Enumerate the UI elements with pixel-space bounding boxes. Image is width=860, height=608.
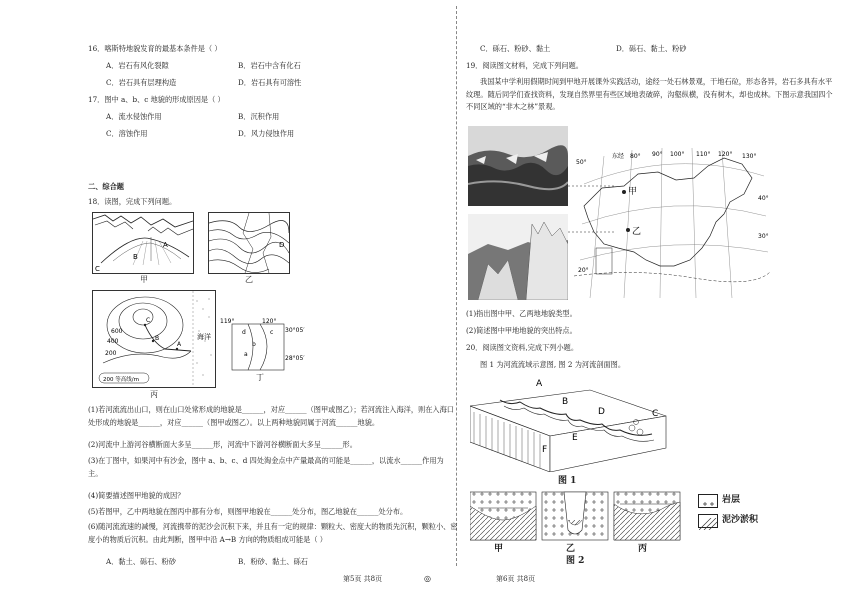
q18-6-option-a: A．黏土、砾石、粉砂 [106,557,176,566]
q19-stem: 19．阅读图文材料，完成下列问题。 [466,61,583,70]
q18-6-option-d: D．砾石、黏土、粉砂 [616,44,687,53]
map-lon-100: 100° [670,151,685,158]
q16-stem: 16．喀斯特地貌发育的最基本条件是（ ） [88,44,222,53]
q18-part2: (2)河流中上游河谷横断面大多呈______形，河流中下游河谷横断面大多呈______形。 [88,440,357,449]
lon-119: 119° [220,318,235,325]
fig-bing-caption: 丙 [150,390,158,399]
q17-option-d: D．风力侵蚀作用 [238,129,295,138]
map-lon-80: 80° [630,153,641,160]
fig-jia-label-c: C [95,265,100,273]
fig1-label-f: F [542,445,548,455]
map-lat-30: 30° [758,233,769,240]
map-lat-50: 50° [576,159,587,166]
q19-part1: (1)指出图中甲、乙两地地貌类型。 [466,309,577,318]
q18-6-option-c: C．砾石、粉砂、黏土 [480,44,551,53]
figure-bing-contour-map [92,290,216,388]
q20-stem: 20．阅读图文资料,完成下列小题。 [466,343,579,352]
figure-2-caption: 图 2 [566,556,585,566]
fig1-label-e: E [572,433,578,443]
section-heading: 二、综合题 [88,182,124,191]
china-map [574,148,770,298]
fig-ding-caption: 丁 [256,373,264,382]
map-lat-40: 40° [758,195,769,202]
legend-silt-label: 泥沙淤积 [722,515,759,525]
figure-1-caption: 图 1 [558,476,577,486]
q16-option-c: C．岩石具有层理构造 [106,78,177,87]
contour-label-400: 400 [107,338,119,345]
page-footer-left: 第5页 共8页 [343,575,383,583]
q18-part1: (1)若河流流出山口，则在山口处常形成的地貌是______，对应______（图甲或图乙）；若河流注入海洋，则在入海口处形成的地貌是______，对应______（图甲或图乙）。以上两种地貌同属于河流______地貌。 [88,405,454,427]
map-lat-20: 20° [578,267,589,274]
fig2-label-jia: 甲 [494,544,504,554]
q16-option-a: A．岩石有风化裂隙 [106,61,169,70]
contour-label-200: 200 [105,350,117,357]
q17-stem: 17．图中 a、b、c 地貌的形成原因是（ ） [88,95,225,104]
fig-yi-caption: 乙 [245,275,253,284]
fig-bing-label-b: B [155,335,160,342]
point-a: a [244,351,248,358]
map-label-jia: 甲 [628,187,638,197]
fig-bing-label-a: A [177,341,182,348]
point-b: b [252,341,256,348]
footer-mark: ◎ [424,574,431,583]
fig1-label-c: C [652,409,659,419]
legend-rock-swatch [698,494,718,508]
q20-material: 图 1 为河流流域示意图, 图 2 为河流剖面图。 [480,360,626,369]
map-east-longitude: 东经 [612,153,625,160]
fig-jia-caption: 甲 [140,275,148,284]
legend-rock-label: 岩层 [722,495,741,505]
page-footer-right: 第6页 共8页 [496,575,536,583]
q19-part2: (2)简述图中甲地地貌的突出特点。 [466,326,577,335]
legend-silt-swatch [698,514,718,528]
fig2-label-yi: 乙 [566,544,576,554]
map-lon-130: 130° [742,153,757,160]
figure-1-river-basin [470,376,670,472]
q18-stem: 18．读图，完成下列问题。 [88,197,177,206]
q18-part3: (3)在丁图中，如果河中有沙金，图中 a、b、c、d 四处淘金点中产量最高的可能是______，以流水______作用为主。 [88,456,444,478]
fig-jia-label-b: B [133,253,138,261]
q17-option-b: B．沉积作用 [238,112,280,121]
lat-28: 28°05′ [285,355,305,362]
q16-option-d: D．岩石具有可溶性 [238,78,302,87]
fig1-label-b: B [562,397,569,407]
left-column [88,0,468,608]
lon-120: 120° [262,318,277,325]
contour-legend: 200 等高线/m [103,377,139,383]
figure-ding-river-bend [218,316,314,386]
figure-2-river-profiles [470,490,690,542]
map-label-yi: 乙 [632,227,642,237]
contour-label-600: 600 [111,328,123,335]
q18-part6: (6)随河流流速的减慢，河流携带的泥沙会沉积下来，并且有一定的规律：颗粒大、密度大的物质先沉积，颗粒小、密度小的物质后沉积。由此判断，图甲中沿 A→B 方向的物质组成可能是（ ） [88,522,458,544]
fig2-label-bing: 丙 [638,544,648,554]
lat-30: 30°05′ [285,327,305,334]
figure-yi-delta [208,212,290,274]
right-column [466,0,846,608]
q17-option-a: A．流水侵蚀作用 [106,112,162,121]
q18-part4: (4)简要描述图甲地貌的成因？ [88,491,185,500]
q18-6-option-b: B．粉砂、黏土、砾石 [238,557,308,566]
fig1-label-d: D [598,407,605,417]
figure-jia-alluvial-fan [92,212,194,274]
q18-part5: (5)若图甲，乙中两地貌在图丙中都有分布，则图甲地貌在______处分布，图乙地貌在______处分布。 [88,507,408,516]
fig-bing-label-c: C [146,317,151,324]
q19-material: 我国某中学利用假期时间到甲地开展课外实践活动，途经一处石林景观，干地石砬，形态各异，岩石多具有水平纹理。随后同学们查找资料，发现自然界里有些区域地表破碎，沟壑纵横，没有树木，却也成林。下图示意我国四个不同区域的“非木之林”景观。 [466,77,833,111]
photo-landform-jia [468,126,568,206]
photo-landform-yi [468,214,568,300]
fig-jia-label-a: A [163,241,168,249]
q17-option-c: C．溶蚀作用 [106,129,148,138]
point-d: d [242,329,246,336]
sea-label: 海洋 [197,333,211,341]
point-c: c [270,329,274,336]
fig-yi-label-d: D [279,241,285,249]
fig1-label-a: A [536,379,543,389]
map-lon-90: 90° [652,151,663,158]
q16-option-b: B．岩石中含有化石 [238,61,301,70]
map-lon-110: 110° [696,151,711,158]
map-lon-120: 120° [718,151,733,158]
